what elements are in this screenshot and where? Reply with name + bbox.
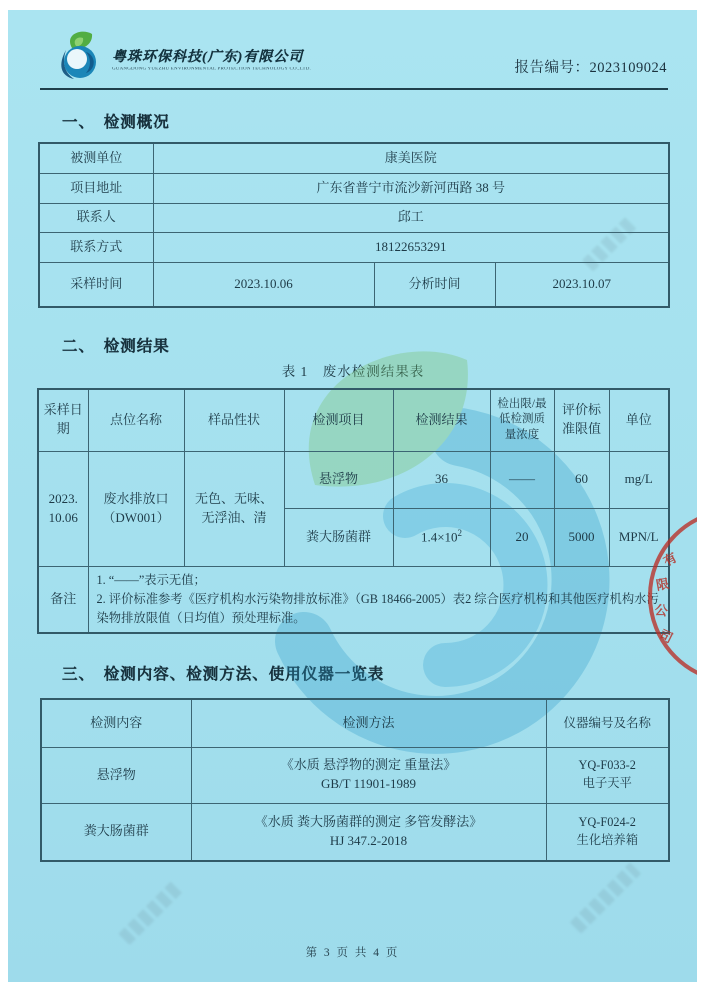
table-header-row xyxy=(41,699,669,747)
methods-table xyxy=(40,698,670,862)
cell-value: 2023.10.07 xyxy=(495,262,669,307)
column-header: 检测项目 xyxy=(284,389,393,451)
seal-char: 公 xyxy=(653,602,669,619)
method-line1: 《水质 悬浮物的测定 重量法》 xyxy=(280,757,457,773)
cell-remark-label: 备注 xyxy=(38,566,88,633)
table-row xyxy=(39,262,669,307)
cell-value: 2023.10.06 xyxy=(153,262,374,307)
remark-line-2: 2. 评价标准参考《医疗机构水污染物排放标准》（GB 18466-2005）表2 综合医疗机构和其他医疗机构水污染物排放限值（日均值）预处理标准。 xyxy=(96,591,659,625)
result-exponent: 2 xyxy=(457,527,463,538)
cell-unit: mg/L xyxy=(609,451,669,508)
cell-standard-limit: 5000 xyxy=(554,508,609,566)
report-number xyxy=(515,56,668,77)
column-header: 检测方法 xyxy=(191,699,546,747)
page-number: 第 3 页 共 4 页 xyxy=(305,947,400,959)
section-1-title: 一、 检测概况 xyxy=(62,114,170,131)
cell-label: 采样时间 xyxy=(39,262,153,307)
cell-result: 36 xyxy=(393,451,490,508)
cell-result xyxy=(393,508,490,566)
table-row xyxy=(39,203,669,232)
cell-project: 悬浮物 xyxy=(284,451,393,508)
cell-label: 项目地址 xyxy=(39,173,153,203)
faint-diagonal-watermark xyxy=(570,862,641,933)
cell-detection-limit: —— xyxy=(490,451,554,508)
cell-unit: MPN/L xyxy=(609,508,669,566)
instrument-line2: 生化培养箱 xyxy=(576,832,638,847)
column-header: 样品性状 xyxy=(184,389,284,451)
column-header: 单位 xyxy=(609,389,669,451)
method-line2: HJ 347.2-2018 xyxy=(329,832,408,848)
remark-line-1: 1. “——”表示无值； xyxy=(96,572,206,587)
cell-value: 康美医院 xyxy=(153,143,669,173)
result-base: 1.4×10 xyxy=(420,529,458,545)
cell-content: 粪大肠菌群 xyxy=(41,803,191,861)
cell-detection-limit: 20 xyxy=(490,508,554,566)
header-divider xyxy=(40,88,668,90)
cell-method xyxy=(191,803,546,861)
character-line1: 无色、无味、 xyxy=(194,490,273,506)
table-row xyxy=(39,173,669,203)
sample-date-line1: 2023. xyxy=(48,490,78,506)
column-header: 点位名称 xyxy=(88,389,184,451)
cell-label: 分析时间 xyxy=(374,262,495,307)
instrument-line2: 电子天平 xyxy=(582,776,632,790)
column-header: 评价标准限值 xyxy=(554,389,609,451)
company-logo-icon xyxy=(52,30,104,82)
cell-point-name xyxy=(88,451,184,566)
table-row xyxy=(39,232,669,262)
report-number-label: 报告编号： xyxy=(514,60,590,76)
cell-instrument xyxy=(546,747,669,803)
column-header: 检测内容 xyxy=(41,699,191,747)
method-line2: GB/T 11901-1989 xyxy=(321,776,416,791)
column-header: 仪器编号及名称 xyxy=(546,699,669,747)
seal-char: 司 xyxy=(656,626,676,646)
seal-char: 限 xyxy=(654,575,671,594)
column-header: 采样日期 xyxy=(38,389,88,451)
cell-value: 18122653291 xyxy=(153,232,669,262)
cell-standard-limit: 60 xyxy=(554,451,609,508)
company-name: 粤珠环保科技(广东)有限公司 xyxy=(112,50,304,65)
sample-date-line2: 10.06 xyxy=(48,509,78,525)
point-name-line2: （DW001） xyxy=(102,509,170,525)
cell-label: 联系人 xyxy=(39,203,153,232)
document-page xyxy=(8,10,697,982)
table-row xyxy=(39,143,669,173)
cell-remark-content xyxy=(88,566,669,633)
cell-project: 粪大肠菌群 xyxy=(284,508,393,566)
cell-label: 被测单位 xyxy=(39,143,153,173)
cell-label: 联系方式 xyxy=(39,232,153,262)
section-2-title: 二、 检测结果 xyxy=(62,338,170,355)
method-line1: 《水质 粪大肠菌群的测定 多管发酵法》 xyxy=(254,813,483,829)
column-header: 检测结果 xyxy=(393,389,490,451)
table-row xyxy=(41,803,669,861)
cell-content: 悬浮物 xyxy=(41,747,191,803)
table-row xyxy=(38,451,669,508)
seal-char: 有 xyxy=(660,549,680,570)
results-table-caption: 表 1 废水检测结果表 xyxy=(281,364,425,379)
cell-sample-character xyxy=(184,451,284,566)
point-name-line1: 废水排放口 xyxy=(103,490,169,506)
results-table xyxy=(37,388,670,634)
table-header-row xyxy=(38,389,669,451)
column-header: 检出限/最低检测质量浓度 xyxy=(490,389,554,451)
table-row xyxy=(38,566,669,633)
overview-table xyxy=(38,142,670,308)
company-name-english: GUANGDONG YUEZHU ENVIRONMENTAL PROTECTION TECHNOLOGY CO.,LTD. xyxy=(112,67,312,72)
cell-value: 广东省普宁市流沙新河西路 38 号 xyxy=(153,173,669,203)
cell-instrument xyxy=(546,803,669,861)
cell-method xyxy=(191,747,546,803)
cell-value: 邱工 xyxy=(153,203,669,232)
instrument-line1: YQ-F024-2 xyxy=(578,814,636,829)
faint-diagonal-watermark xyxy=(118,881,182,945)
table-row xyxy=(41,747,669,803)
character-line2: 无浮油、清 xyxy=(201,509,267,525)
instrument-line1: YQ-F033-2 xyxy=(578,758,636,773)
section-3-title: 三、 检测内容、检测方法、使用仪器一览表 xyxy=(62,666,385,683)
report-number-value: 2023109024 xyxy=(589,60,667,76)
cell-sample-date xyxy=(38,451,88,566)
